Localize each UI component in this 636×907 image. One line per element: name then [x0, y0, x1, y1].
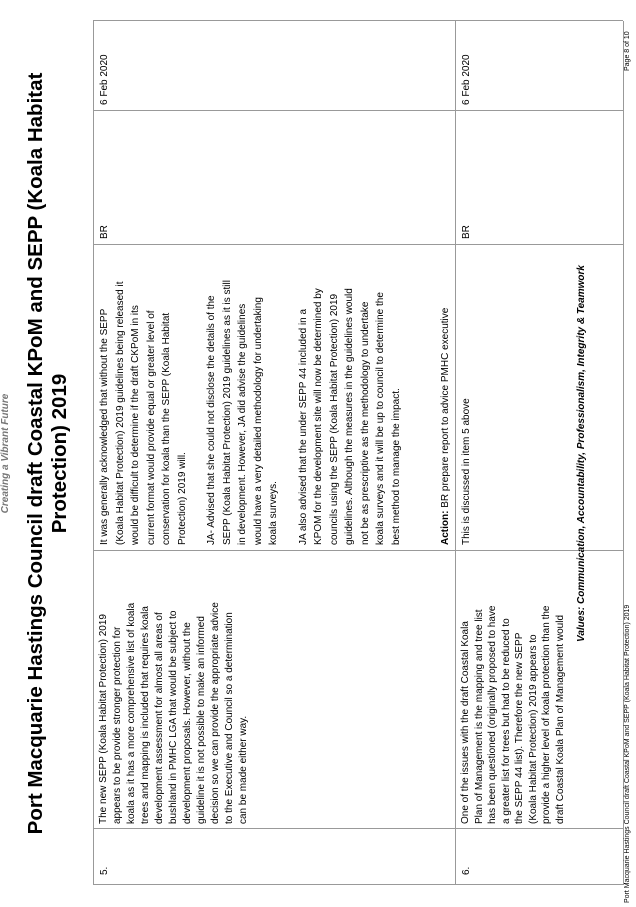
action-label: Action: — [440, 510, 451, 545]
page-title-line-2: Protection) 2019 — [48, 373, 71, 534]
column-border — [93, 110, 623, 111]
page-number: Page 8 of 10 — [624, 31, 631, 71]
discussion-text — [97, 247, 454, 545]
due-date: 6 Feb 2020 — [461, 54, 472, 105]
action-item — [438, 247, 454, 545]
due-date: 6 Feb 2020 — [99, 54, 110, 105]
footer-document-title: Port Macquarie Hastings Council draft Coastal KPoM and SEPP (Koala Habitat Protection) 2019 — [624, 604, 631, 903]
discussion-paragraph: It was generally acknowledged that without the SEPP (Koala Habitat Protection) 2019 guidelines being released it would be difficult to determine if the draft CKPoM in its current format would provide equal or greater level of conservation for koala than the SEPP (Koala Habitat Protection) 2019 will. — [99, 281, 188, 545]
values-statement: Values: Communication, Accountability, Professionalism, Integrity & Teamwork — [576, 265, 587, 642]
column-border — [93, 244, 623, 245]
discussion-paragraph: JA- Advised that she could not disclose the details of the SEPP (Koala Habitat Protection) 2019 guidelines as it is still in development. However, JA did advise the guidelines would have a very detailed methodology for undertaking koala surveys. — [206, 280, 279, 545]
issue-text: One of the issues with the draft Coastal Koala Plan of Management is the mapping and tree list has been questioned (originally proposed to have a greater list for trees but had to be reduced to the SEPP 44 list). Therefore the new SEPP (Koala Habitat Protection) 2019 appears to provide a higher level of koala protection than the draft Coastal Koala Plan of Management would — [460, 605, 566, 824]
row-divider — [455, 21, 456, 885]
action-text: BR prepare report to advice PMHC executive — [440, 307, 451, 511]
row-number: 6. — [461, 866, 472, 875]
row-number: 5. — [99, 866, 110, 875]
column-border — [93, 884, 623, 885]
discussion-paragraph: JA also advised that the under SEPP 44 included in a KPOM for the development site will now be determined by councils using the SEPP (Koala Habitat Protection) 2019 guidelines. Although the measures in the guidelines would not be as prescriptive as the methodology to undertake koala surveys and it will be up to council to determine the best method to manage the impact. — [297, 288, 402, 545]
responsible-person: BR — [461, 225, 472, 239]
column-border — [93, 20, 623, 21]
table-border-top — [93, 21, 94, 885]
column-border — [93, 550, 623, 551]
column-border — [93, 828, 623, 829]
tagline: Creating a Vibrant Future — [0, 393, 11, 514]
discussion-text: This is discussed in item 5 above — [461, 398, 472, 545]
responsible-person: BR — [99, 225, 110, 239]
page-title-line-1: Port Macquarie Hastings Council draft Coastal KPoM and SEPP (Koala Habitat — [24, 72, 47, 835]
issue-text: The new SEPP (Koala Habitat Protection) 2019 appears to be provide stronger protection for koala as it has a more comprehensive list of koala trees and mapping is included that requires koala development assessment for almost all areas of bushland in PMHC LGA that would be subject to development proposals. However, without the guideline it is not possible to make an informed decision so we can provide the appropriate advice to the Executive and Council so a determination can be made either way. — [98, 602, 249, 824]
page-title — [24, 0, 72, 907]
